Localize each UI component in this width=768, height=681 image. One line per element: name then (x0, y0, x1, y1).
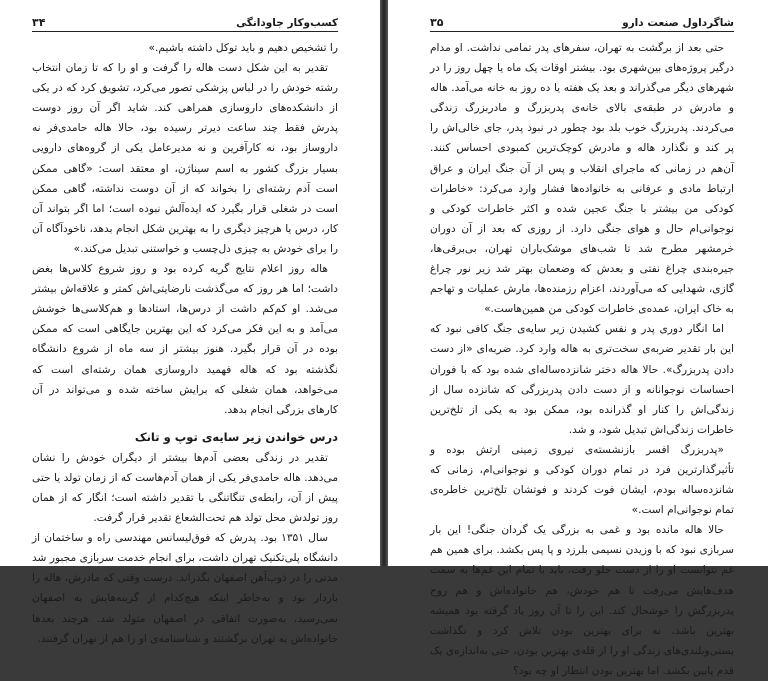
left-page-header (32, 14, 338, 32)
paragraph: حتی بعد از برگشت به تهران، سفرهای پدر تمامی نداشت. او مدام درگیر پروژه‌های بین‌شهری بود. بیشتر اوقات یک ماه یا چهل روز را در شهرهای دیگر می‌گذراند و بعد یک هفته یا ده روز به خانه می‌آمد. هاله و مادرش در طبقه‌ی بالای خانه‌ی پدربزرگ و مادربزرگ زندگی می‌کردند. پدربزرگ خوب بلد بود چطور در نبود پدر، جای خالی‌اش را پر کند و نگذارد هاله و مادرش کوچک‌ترین کمبودی احساس کنند. آن‌هم در زمانی که ماجرای انقلاب و پس از آن جنگ ایران و عراق ارتباط مادی و عرفانی به خانواده‌ها فشار وارد می‌کرد: «خاطرات کودکی من بیشتر با جنگ عجین شده و اکثر خاطرات کودکی و نوجوانی‌ام حال و هوای جنگی دارد. از روزی که بعد از آن دوران خرمشهر مطرح شد تا شب‌های موشک‌باران تهران، بی‌برقی‌ها، جیره‌بندی چراغ نفتی و بعدش که وضعمان بهتر شد زیر نور چراغ گازی، شهدایی که می‌آوردند، اعزام رزمنده‌ها، مارش عملیات و تهاجم به خاک ایران، عمده‌ی خاطرات کودکی من همین‌هاست.» (430, 42, 734, 316)
paragraph: حالا هاله مانده بود و غمی به بزرگی یک گردان جنگی! این بار سربازی نبود که با وزیدن نسیمی بلرزد و پا پس بکشد. برای همین هم غم نتوانست او را از دست جلو رفت، باید با تمام این غم‌ها به سمت هدف‌هایش می‌رفت تا هم خودش، هم خانواده‌اش و هم روح پدربزرگش را خوشحال کند. این را تا آن روز یاد گرفته بود همیشه بهترین باشد، نه برای بهترین بودن تلاش کرد و نگذاشت پستی‌وبلندی‌های زندگی او را از قله‌ی بهترین بودن، حتی به‌اندازه‌ی یک قدم پایین بکشد. اما بهترین بودن انتظار او چه بود؟ (430, 524, 734, 677)
paragraph: هاله روز اعلام نتایج گریه کرده بود و روز شروع کلاس‌ها بغض داشت؛ اما هر روز که می‌گذشت نارضایتی‌اش کمتر و علاقه‌اش بیشتر می‌شد. او کم‌کم داشت از درس‌ها، استادها و هم‌کلاسی‌ها خوشش می‌آمد و به این فکر می‌کرد که این بهترین جایگاهی است که ممکن بوده در آن قرار بگیرد. هنوز بیشتر از سه ماه از شروع دانشگاه نگذشته بود که هاله فهمید داروسازی همان رشته‌ای است که می‌خواهد، همان شغلی که برایش ساخته شده و می‌تواند در آن کارهای بزرگی انجام بدهد. (32, 263, 338, 416)
running-head: شاگرداول صنعت دارو (622, 17, 734, 29)
left-page (0, 0, 380, 645)
paragraph: تقدیر در زندگی بعضی آدم‌ها بیشتر از دیگران خودش را نشان می‌دهد. هاله حامدی‌فر یکی از همان آدم‌هاست که از زمان تولد یا حتی پیش از آن، رابطه‌ی تنگاتنگی با تقدیر داشته است؛ انگار که از همان روز تولدش محل تولد هم تحت‌الشعاع تقدیر قرار گرفت. (32, 451, 338, 525)
page-number: ۳۵ (430, 16, 444, 29)
page-number: ۳۴ (32, 16, 46, 29)
paragraph: اما انگار دوری پدر و نفس کشیدن زیر سایه‌ی جنگ کافی نبود که این بار تقدیر ضربه‌ی سخت‌تری به هاله وارد کرد. ضربه‌ای «از دست دادن پدربزرگ». حالا هاله دختر شانزده‌ساله‌ای شده بود که با فوران احساسات نوجوانانه و از دست دادن پدربزرگی که شانزده سال از زندگی‌اش را کنار او گذرانده بود، ممکن بود به یکی از تلخ‌ترین خاطرات زندگی‌اش تبدیل شود، و شد. (430, 323, 734, 436)
paragraph: را تشخیص دهیم و باید توکل داشته باشیم.» (148, 42, 338, 54)
paragraph: سال ۱۳۵۱ بود. پدرش که فوق‌لیسانس مهندسی راه و ساختمان از دانشگاه پلی‌تکنیک تهران داشت، برای انجام خدمت سربازی مجبور شد مدتی را در ذوب‌آهن اصفهان بگذراند. درست وقتی که مادرش، هاله را باردار بود و به‌خاطر اینکه هیچ‌کدام از گزینه‌هایش به اصفهان نمی‌رسید، به‌صورت اتفاقی در اصفهان متولد شد. هرچند بعدها خانواده‌اش به تهران برگشتند و شناسنامه‌ی او را هم از تهران گرفتند. (32, 532, 338, 645)
book-gutter (380, 0, 388, 566)
quote-paragraph: «پدربزرگ افسر بازنشسته‌ی نیروی زمینی ارتش بوده و تأثیرگذارترین فرد در تمام دوران کودکی و نوجوانی‌ام، زمانی که شانزده‌ساله بودم، ایشان فوت کردند و فوتشان تلخ‌ترین خاطره‌ی تمام نوجوانی‌ام است.» (430, 443, 734, 517)
section-heading: درس خواندن زیر سایه‌ی توپ و تانک (134, 429, 338, 444)
running-head: کسب‌وکار جاودانگی (236, 17, 338, 29)
right-page (388, 0, 768, 677)
right-page-header (430, 14, 734, 32)
paragraph: تقدیر به این شکل دست هاله را گرفت و او را که تا زمان انتخاب رشته خودش را در لباس پزشکی تصور می‌کرد، تشویق کرد که در یکی از دانشکده‌های داروسازی همراهی کند. شاید اگر آن روز دوست پدرش فقط چند ساعت دیرتر رسیده بود، حالا هاله حامدی‌فر نه داروساز بود، نه کارآفرین و نه مدیرعامل یکی از گروه‌های دارویی بسیار بزرگ کشور به اسم سیناژن، او معتقد است: «گاهی ممکن است آدم رشته‌ای را بخواند که از آن دوست نداشته، گاهی ممکن است در شغلی قرار بگیرد که ایده‌آلش نبوده است؛ اما اگر بتواند آن کار، درس یا هرچیز دیگری را به بهترین شکل انجام بدهد، ناخودآگاه آن را برای خودش به چیزی دل‌چسب و خواستنی تبدیل می‌کند.» (32, 62, 338, 255)
